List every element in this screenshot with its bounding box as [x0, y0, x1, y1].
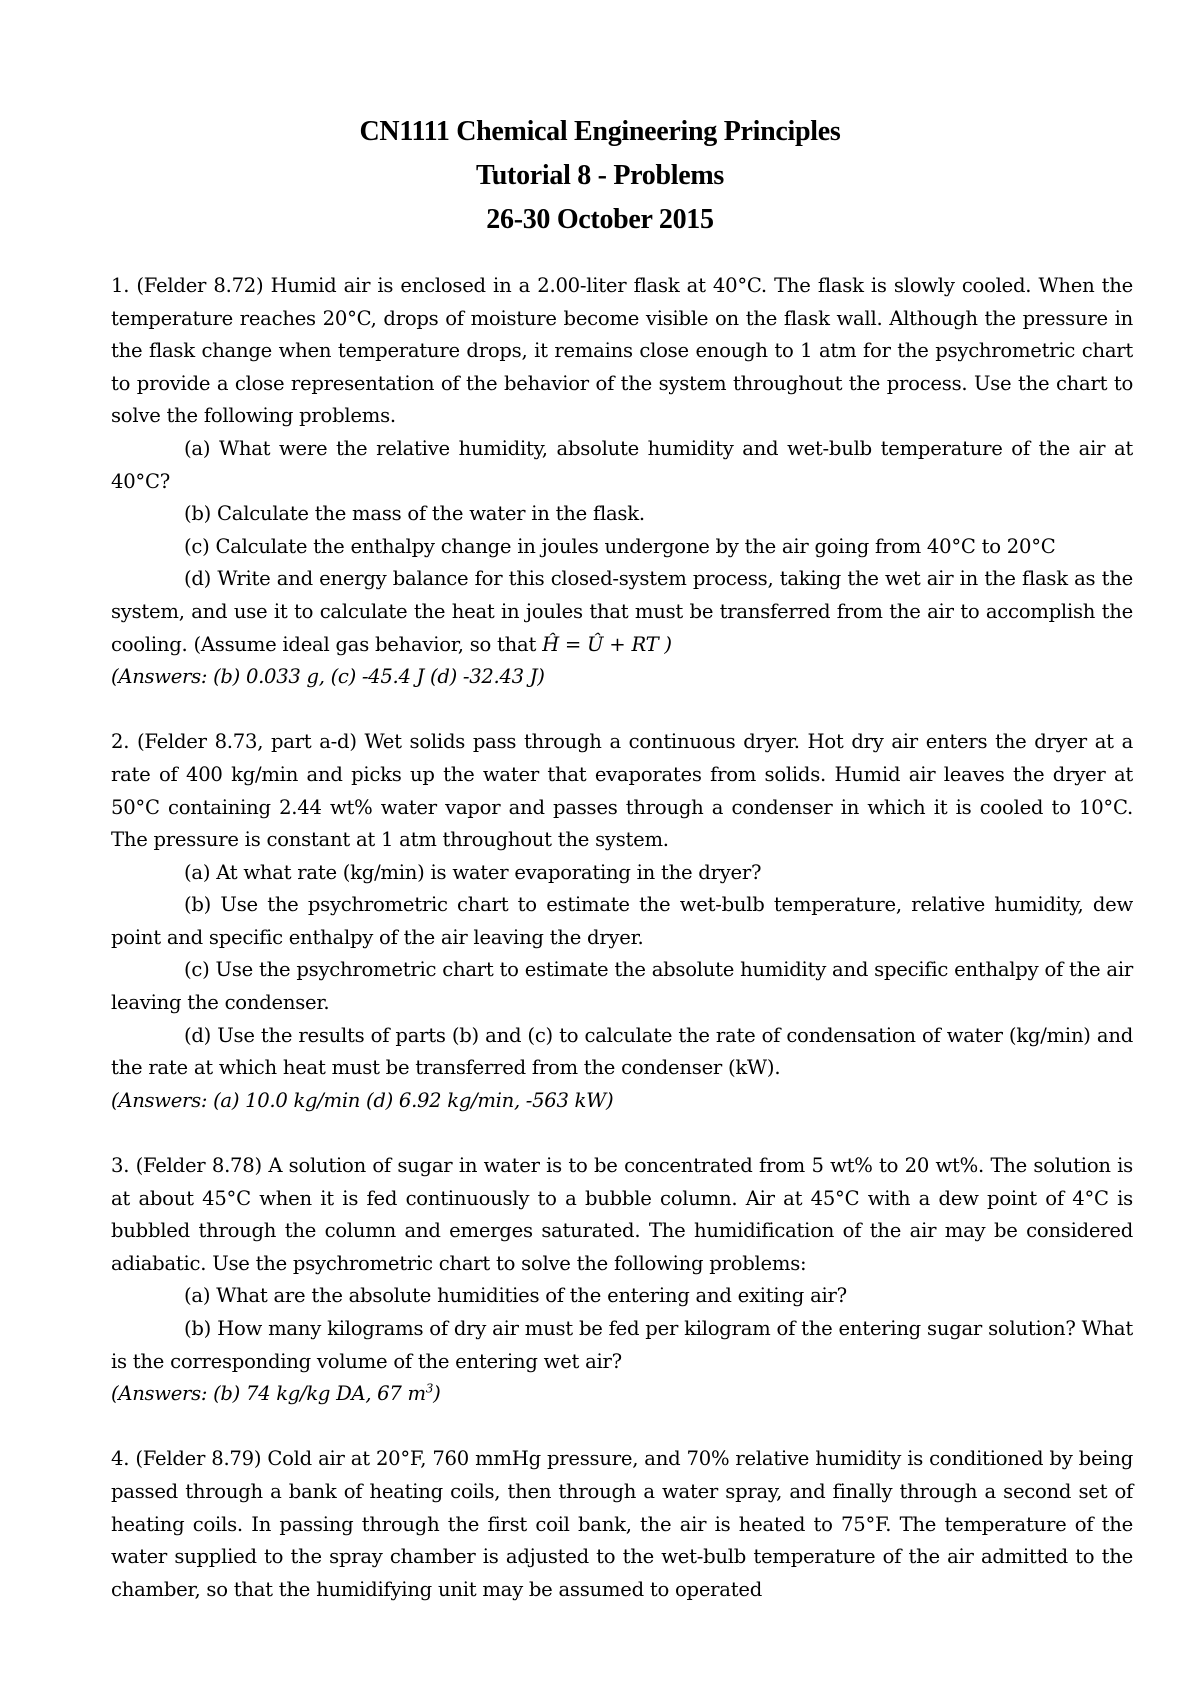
problem-2-part-a: (a) At what rate (kg/min) is water evaporating in the dryer? [184, 860, 762, 884]
problem-2-answers: (Answers: (a) 10.0 kg/min (d) 6.92 kg/min, -563 kW) [111, 1088, 614, 1112]
problem-1-answers: (Answers: (b) 0.033 g, (c) -45.4 J (d) -32.43 J) [111, 665, 545, 689]
tutorial-date: 26-30 October 2015 [486, 204, 714, 235]
problem-1-part-d [111, 563, 1133, 661]
problem-3-statement: 3. (Felder 8.78) A solution of sugar in water is to be concentrated from 5 wt% to 20 wt%. The solution is at about 45°C when it is fed continuously to a bubble column. Air at 45°C with a dew point of 4°C is bubbled through the column and emerges saturated. The humidification of the air may be considered adiabatic. Use the psychrometric chart to solve the following problems: [111, 1154, 1133, 1275]
problem-3-answers-close: ) [433, 1382, 441, 1406]
problem-3-part-b: (b) How many kilograms of dry air must be fed per kilogram of the entering sugar solution? What is the corresponding volume of the entering wet air? [111, 1317, 1133, 1373]
problem-1-part-a: (a) What were the relative humidity, absolute humidity and wet-bulb temperature of the air at 40°C? [111, 436, 1133, 493]
enthalpy-equation: Ĥ = Û + RT ) [542, 632, 672, 656]
problem-3-answers [111, 1378, 1133, 1411]
problem-2-part-d: (d) Use the results of parts (b) and (c) to calculate the rate of condensation of water (kg/min) and the rate at which heat must be transferred from the condenser (kW). [111, 1023, 1133, 1080]
problem-4-statement: 4. (Felder 8.79) Cold air at 20°F, 760 mmHg pressure, and 70% relative humidity is conditioned by being passed through a bank of heating coils, then through a water spray, and finally through a second set of heating coils. In passing through the first coil bank, the air is heated to 75°F. The temperature of the water supplied to the spray chamber is adjusted to the wet-bulb temperature of the air admitted to the chamber, so that the humidifying unit may be assumed to operated [111, 1447, 1133, 1601]
problem-3-answers-text: (Answers: (b) 74 kg/kg DA, 67 m [111, 1382, 426, 1406]
document-header [0, 110, 1200, 242]
cubic-superscript: 3 [425, 1381, 434, 1396]
problem-2-part-b: (b) Use the psychrometric chart to estimate the wet-bulb temperature, relative humidity, dew point and specific enthalpy of the air leaving the dryer. [111, 893, 1133, 949]
problem-1-statement: 1. (Felder 8.72) Humid air is enclosed in a 2.00-liter flask at 40°C. The flask is slowly cooled. When the temperature reaches 20°C, drops of moisture become visible on the flask wall. Although the pressure in the flask change when temperature drops, it remains close enough to 1 atm for the psychrometric chart to provide a close representation of the behavior of the system throughout the process. Use the chart to solve the following problems. [111, 274, 1133, 428]
problem-2-statement: 2. (Felder 8.73, part a-d) Wet solids pass through a continuous dryer. Hot dry air enters the dryer at a rate of 400 kg/min and picks up the water that evaporates from solids. Humid air leaves the dryer at 50°C containing 2.44 wt% water vapor and passes through a condenser in which it is cooled to 10°C. The pressure is constant at 1 atm throughout the system. [111, 730, 1133, 852]
tutorial-title: Tutorial 8 - Problems [475, 160, 725, 191]
problem-2-part-c: (c) Use the psychrometric chart to estimate the absolute humidity and specific enthalpy of the air leaving the condenser. [111, 958, 1133, 1015]
problem-1-part-b: (b) Calculate the mass of the water in the flask. [184, 502, 645, 526]
problem-1-part-c: (c) Calculate the enthalpy change in joules undergone by the air going from 40°C to 20°C [184, 534, 1056, 558]
problem-3-part-a: (a) What are the absolute humidities of the entering and exiting air? [184, 1284, 847, 1308]
document-body [111, 270, 1133, 1606]
course-title: CN1111 Chemical Engineering Principles [359, 116, 841, 147]
problem-1-part-d-text: (d) Write and energy balance for this closed-system process, taking the wet air in the flask as the system, and use it to calculate the heat in joules that must be transferred from the air to accomplish the cooling. (Assume ideal gas behavior, so that [111, 567, 1133, 656]
